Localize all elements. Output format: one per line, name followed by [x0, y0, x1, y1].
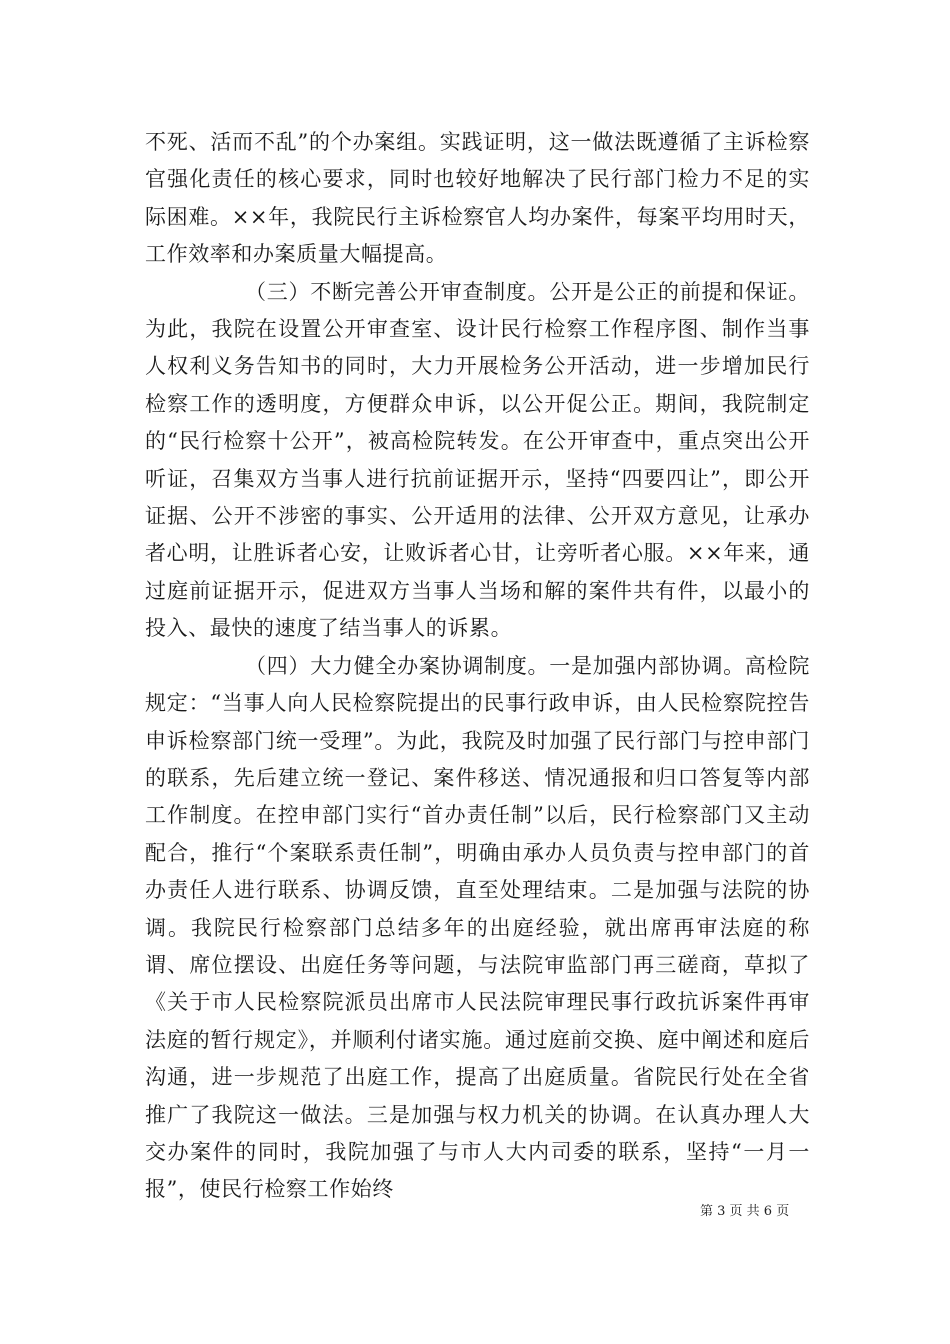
paragraph-public-review: （三）不断完善公开审查制度。公开是公正的前提和保证。为此，我院在设置公开审查室、设计民行检察工作程序图、制作当事人权利义务告知书的同时，大力开展检务公开活动，进一步增加民行检察工作的透明度，方便群众申诉，以公开促公正。期间，我院制定的“民行检察十公开”，被高检院转发。在公开审查中，重点突出公开听证，召集双方当事人进行抗前证据开示，坚持“四要四让”，即公开证据、公开不涉密的事实、公开适用的法律、公开双方意见，让承办者心明，让胜诉者心安，让败诉者心甘，让旁听者心服。××年来，通过庭前证据开示，促进双方当事人当场和解的案件共有件，以最小的投入、最快的速度了结当事人的诉累。 — [145, 279, 810, 641]
paragraph-coordination: （四）大力健全办案协调制度。一是加强内部协调。高检院规定：“当事人向人民检察院提出的民事行政申诉，由人民检察院控告申诉检察部门统一受理”。为此，我院及时加强了民行部门与控申部门的联系，先后建立统一登记、案件移送、情况通报和归口答复等内部工作制度。在控申部门实行“首办责任制”以后，民行检察部门又主动配合，推行“个案联系责任制”，明确由承办人员负责与控申部门的首办责任人进行联系、协调反馈，直至处理结束。二是加强与法院的协调。我院民行检察部门总结多年的出庭经验，就出席再审法庭的称谓、席位摆设、出庭任务等问题，与法院审监部门再三磋商，草拟了《关于市人民检察院派员出席市人民法院审理民事行政抗诉案件再审法庭的暂行规定》，并顺利付诸实施。通过庭前交换、庭中阐述和庭后沟通，进一步规范了出庭工作，提高了出庭质量。省院民行处在全省推广了我院这一做法。三是加强与权力机关的协调。在认真办理人大交办案件的同时，我院加强了与市人大内司委的联系，坚持“一月一报”，使民行检察工作始终 — [145, 653, 810, 1202]
paragraph-continuation: 不死、活而不乱”的个办案组。实践证明，这一做法既遵循了主诉检察官强化责任的核心要求，同时也较好地解决了民行部门检力不足的实际困难。××年，我院民行主诉检察官人均办案件，每案平均用时天，工作效率和办案质量大幅提高。 — [145, 130, 810, 267]
body-text — [145, 124, 810, 1209]
page-number-footer: 第 3 页 共 6 页 — [700, 1204, 790, 1219]
